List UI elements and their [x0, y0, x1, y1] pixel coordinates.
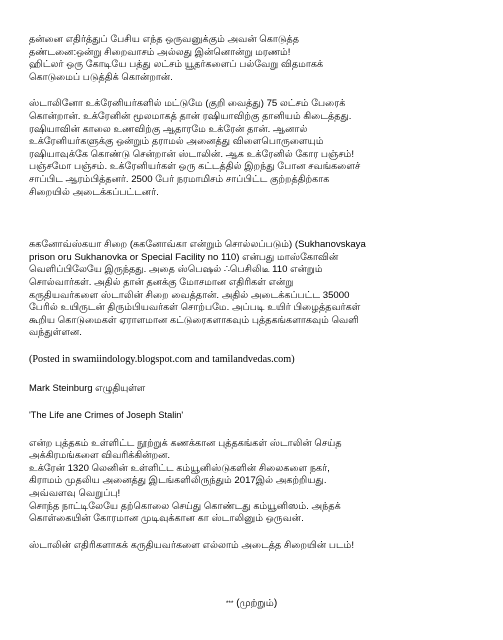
paragraph-hitler [29, 34, 477, 84]
text-line: கொன்றான். உக்ரேனின் மூலமாகத் தான் ரஷியாவிற்கு தானியம் கிடைத்தது. [29, 110, 352, 122]
end-marker [0, 598, 503, 611]
text-line: கொடுமைப் படுத்திக் கொன்றான். [29, 71, 173, 83]
paragraph-books-and-statues [29, 438, 477, 526]
text-line: வந்துள்ளன. [29, 327, 82, 339]
text-line: ரஷியாவுக்கே கொண்டு சென்றான் ஸ்டாலின். ஆக உக்ரேனில் கோர பஞ்சம்! [29, 148, 355, 160]
text-line: கருதியவர்களை ஸ்டாலின் சிறை வைத்தான். அதில் அடைக்கப்பட்ட 35000 [29, 289, 350, 301]
text-line: உக்ரேனியர்களுக்கு ஒன்றும் தராமல் அனைத்து விளைபொருளையும் [29, 136, 324, 148]
end-asterisks: *** [225, 600, 234, 607]
text-line: சாப்பிட ஆரம்பித்தனர். 2500 பேர் நரமாமிசம் சாப்பிட்ட குற்றத்திற்காக [29, 173, 330, 185]
text-line: சுகனோவ்ஸ்கயா சிறை (சுகனோவ்கா என்றும் சொல்லப்படும்) (Sukhanovskaya [29, 239, 366, 251]
text-line: கிராமம் முதலிய அனைத்து இடங்களிலிருந்தும் 2017இல் அகற்றியது. [29, 475, 327, 487]
text-line: தண்டனை:ஒன்று சிறைவாசம் அல்லது இன்னொன்று மரணம்! [29, 46, 291, 58]
text-line: தன்னை எதிர்த்துப் பேசிய எந்த ஒருவனுக்கும் அவன் கொடுத்த [29, 34, 299, 45]
end-text: (முற்றும்) [236, 598, 278, 609]
text-line: வெளிப்பிலேயே இருந்தது. அதை ஸ்பெஷல் ∴பெசிலிடீ 110 என்றும் [29, 264, 323, 276]
text-line: உக்ரேன் 1320 லெனின் உள்ளிட்ட கம்யூனிஸ்டுகளின் சிலைகளை நகர், [29, 462, 330, 474]
text-line: ஸ்டாலினோ உக்ரேனியர்களில் மட்டுமே (குறி வைத்து) 75 லட்சம் பேரைக் [29, 98, 346, 110]
text-line: ஹிட்லர் ஒரு கோடியே பத்து லட்சம் யூதர்களைப் பல்வேறு விதமாகக் [29, 59, 324, 71]
closing-caption: ஸ்டாலின் எதிரிகளாகக் கருதியவர்களை எல்லாம் அடைத்த சிறையின் படம்! [29, 539, 354, 551]
text-line: சொந்த நாட்டிலேயே தற்கொலை செய்து கொண்டது கம்யூனிஸம். அந்தக் [29, 500, 341, 512]
text-line: அக்கிரமங்களை விவரிக்கின்றன. [29, 450, 171, 462]
paragraph-stalin-ukraine [29, 98, 477, 199]
text-line: prison oru Sukhanovka or Special Facility no 110) என்பது மாஸ்கோவின் [29, 251, 339, 263]
text-line: ரஷியாவின் காலை உணவிற்கு ஆதாரமே உக்ரேன் தான். ஆனால் [29, 123, 308, 135]
text-line: சொல்வார்கள். அதில் தான் தனக்கு மோசமான எதிரிகள் என்று [29, 276, 294, 288]
text-line: கொள்கையின் கோரமான முடிவுக்கான கா ஸ்டாலினும் ஒருவன். [29, 513, 304, 525]
text-line: அவ்வளவு வெறுப்பு! [29, 488, 121, 500]
text-line: சிறையில் அடைக்கப்பட்டனர். [29, 186, 159, 198]
text-line: பஞ்சமோ பஞ்சம். உக்ரேனியர்கள் ஒரு கட்டத்தில் இறந்து போன சவங்களைச் [29, 161, 361, 173]
text-line: பேரில் உயிருடன் திரும்பியவர்கள் சொற்பமே. அப்படி உயிர் பிழைத்தவர்கள் [29, 302, 361, 314]
book-title: 'The Life ane Crimes of Joseph Stalin' [29, 410, 184, 421]
source-credit: (Posted in swamiindology.blogspot.com and tamilandvedas.com) [29, 353, 295, 365]
paragraph-sukhanovka-prison [29, 239, 477, 340]
book-author-line: Mark Steinburg எழுதியுள்ள [29, 382, 146, 394]
text-line: கூறிய கொடுமைகள் ஏராளமான கட்டுரைகளாகவும் புத்தகங்களாகவும் வெளி [29, 314, 359, 326]
text-line: என்ற புத்தகம் உள்ளிட்ட நூற்றுக் கணக்கான புத்தகங்கள் ஸ்டாலின் செய்த [29, 437, 342, 449]
